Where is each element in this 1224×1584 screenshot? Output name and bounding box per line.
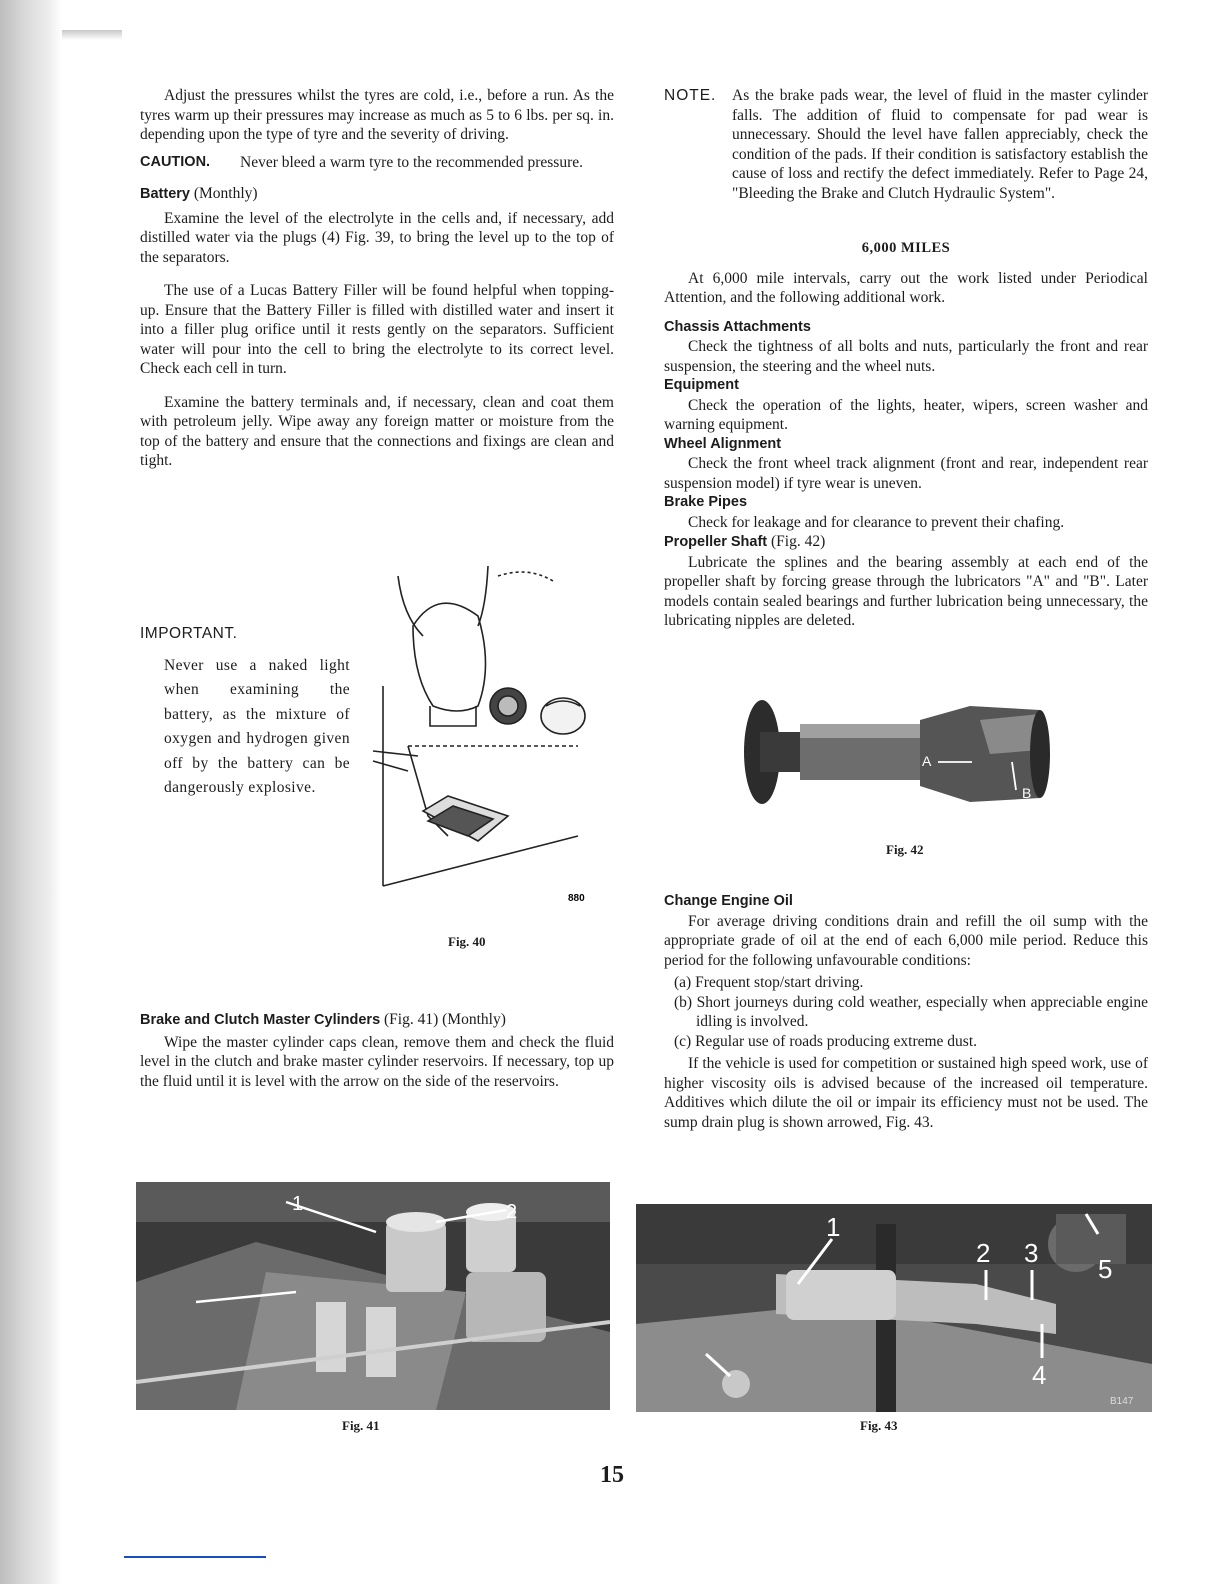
engine-oil-paragraph-2: If the vehicle is used for competition or sustained high speed work, use of higher viscosity oils is advised because of the increased oil temperature. Additives which dilute the oil or impair its efficiency must not be used. The sump drain plug is shown arrowed, Fig. 43. — [664, 1055, 1148, 1131]
battery-paragraph-1: Examine the level of the electrolyte in the cells and, if necessary, add distilled water via the plugs (4) Fig. 39, to bring the level up to the top of the separators. — [140, 209, 614, 266]
battery-paragraph-3: Examine the battery terminals and, if necessary, clean and coat them with petroleum jelly. Wipe away any foreign matter or moisture from the top of the battery and ensure that the connections and fixings are clean and tight. — [140, 393, 614, 469]
important-block — [140, 624, 350, 801]
fig42-caption: Fig. 42 — [886, 842, 924, 857]
note-text: As the brake pads wear, the level of fluid in the master cylinder falls. The addition of fluid to compensate for pad wear is unnecessary. Should the level have fallen appreciably, check the condition of the pads. If their condition is satisfactory establish the cause of loss and rectify the defect immediately. Refer to Page 24, "Bleeding the Brake and Clutch Hydraulic System". — [732, 87, 1148, 202]
engine-oil-section — [664, 892, 1148, 1132]
footer-rule — [124, 1556, 266, 1558]
brake-heading — [140, 1010, 614, 1031]
propeller-shaft-illustration — [740, 690, 1060, 820]
fig43-photo — [636, 1204, 1152, 1412]
fig43-caption: Fig. 43 — [860, 1418, 898, 1433]
brake-pipes-heading: Brake Pipes — [664, 494, 748, 510]
page-corner-shadow — [62, 30, 122, 40]
fig41-label-2: 2 — [506, 1201, 518, 1223]
fig43-label-5: 5 — [1098, 1254, 1113, 1284]
engine-oil-item-a: (a) Frequent stop/start driving. — [674, 974, 864, 991]
brake-title: Brake and Clutch Master Cylinders — [140, 1012, 381, 1028]
battery-heading — [140, 184, 614, 205]
important-text: Never use a naked light when examining the battery, as the mixture of oxygen and hydrogen given off by the battery can be dangerously explosive. — [164, 656, 350, 796]
fig42-label-b: B — [1022, 785, 1032, 801]
chassis-heading: Chassis Attachments — [664, 318, 811, 335]
brake-pipes-paragraph: Check for leakage and for clearance to prevent their chafing. — [688, 513, 1065, 531]
fig40-code: 880 — [568, 893, 585, 904]
right-column-top — [664, 86, 1148, 631]
engine-oil-item-b: (b) Short journeys during cold weather, especially when appreciable engine idling is involved. — [674, 993, 1148, 1030]
tyre-pressure-paragraph: Adjust the pressures whilst the tyres are cold, i.e., before a run. As the tyres warm up their pressures may increase as much as 5 to 6 lbs. per sq. in. depending upon the type of tyre and the severity of driving. — [140, 87, 614, 143]
fig40-caption: Fig. 40 — [448, 934, 486, 949]
fig41-label-1: 1 — [292, 1193, 304, 1215]
fig41-caption: Fig. 41 — [342, 1418, 380, 1433]
propeller-heading — [664, 532, 1148, 553]
page-number: 15 — [600, 1462, 624, 1488]
propeller-paragraph: Lubricate the splines and the bearing assembly at each end of the propeller shaft by forcing grease through the lubricators "A" and "B". Later models contain sealed bearings and further lubrication being unnecessary, the lubricating nipples are deleted. — [664, 553, 1148, 629]
battery-frequency: (Monthly) — [193, 185, 258, 202]
propeller-title: Propeller Shaft — [664, 534, 768, 550]
brake-section — [140, 1010, 614, 1091]
fig43-label-4: 4 — [1032, 1360, 1047, 1390]
battery-filler-illustration — [368, 556, 608, 906]
important-label: IMPORTANT. — [140, 625, 238, 642]
fig42-label-a: A — [922, 753, 932, 769]
brake-paragraph: Wipe the master cylinder caps clean, remove them and check the fluid level in the clutch and brake master cylinder reservoirs. If necessary, top up the fluid until it is level with the arrow on the side of the reservoirs. — [140, 1033, 614, 1090]
fig43-label-3: 3 — [1024, 1238, 1039, 1268]
equipment-paragraph: Check the operation of the lights, heater, wipers, screen washer and warning equipment. — [664, 396, 1148, 433]
wheel-alignment-heading: Wheel Alignment — [664, 435, 782, 452]
engine-oil-paragraph-1: For average driving conditions drain and refill the oil sump with the appropriate grade of oil at the end of each 6,000 mile period. Reduce this period for the following unfavourable conditions: — [664, 912, 1148, 969]
brake-reference: (Fig. 41) (Monthly) — [384, 1011, 506, 1028]
miles-paragraph: At 6,000 mile intervals, carry out the work listed under Periodical Attention, and the following additional work. — [664, 269, 1148, 306]
engine-oil-item-c: (c) Regular use of roads producing extreme dust. — [674, 1032, 978, 1050]
caution-label: CAUTION. — [140, 153, 211, 170]
miles-heading: 6,000 MILES — [861, 240, 951, 256]
propeller-reference: (Fig. 42) — [771, 533, 826, 550]
page-binding-shadow — [0, 0, 62, 1584]
caution-text: Never bleed a warm tyre to the recommended pressure. — [240, 153, 584, 171]
caution-block — [140, 153, 614, 173]
note-block — [664, 86, 1148, 203]
left-column-top — [140, 86, 614, 471]
battery-paragraph-2: The use of a Lucas Battery Filler will be found helpful when topping-up. Ensure that the Battery Filler is filled with distilled water and insert it into a filler plug orifice until it rests gently on the separators. Sufficient water will pour into the cell to bring the electrolyte to its correct level. Check each cell in turn. — [140, 282, 614, 377]
engine-oil-heading: Change Engine Oil — [664, 893, 793, 909]
fig43-label-2: 2 — [976, 1238, 991, 1268]
fig43-label-1: 1 — [826, 1212, 841, 1242]
battery-title: Battery — [140, 186, 190, 202]
fig41-photo — [136, 1182, 610, 1410]
wheel-alignment-paragraph: Check the front wheel track alignment (front and rear, independent rear suspension model) if tyre wear is uneven. — [664, 455, 1148, 492]
equipment-heading: Equipment — [664, 377, 739, 393]
chassis-paragraph: Check the tightness of all bolts and nuts, particularly the front and rear suspension, the steering and the wheel nuts. — [664, 338, 1148, 375]
note-label: NOTE. — [664, 87, 717, 104]
fig43-code: B147 — [1110, 1396, 1134, 1407]
